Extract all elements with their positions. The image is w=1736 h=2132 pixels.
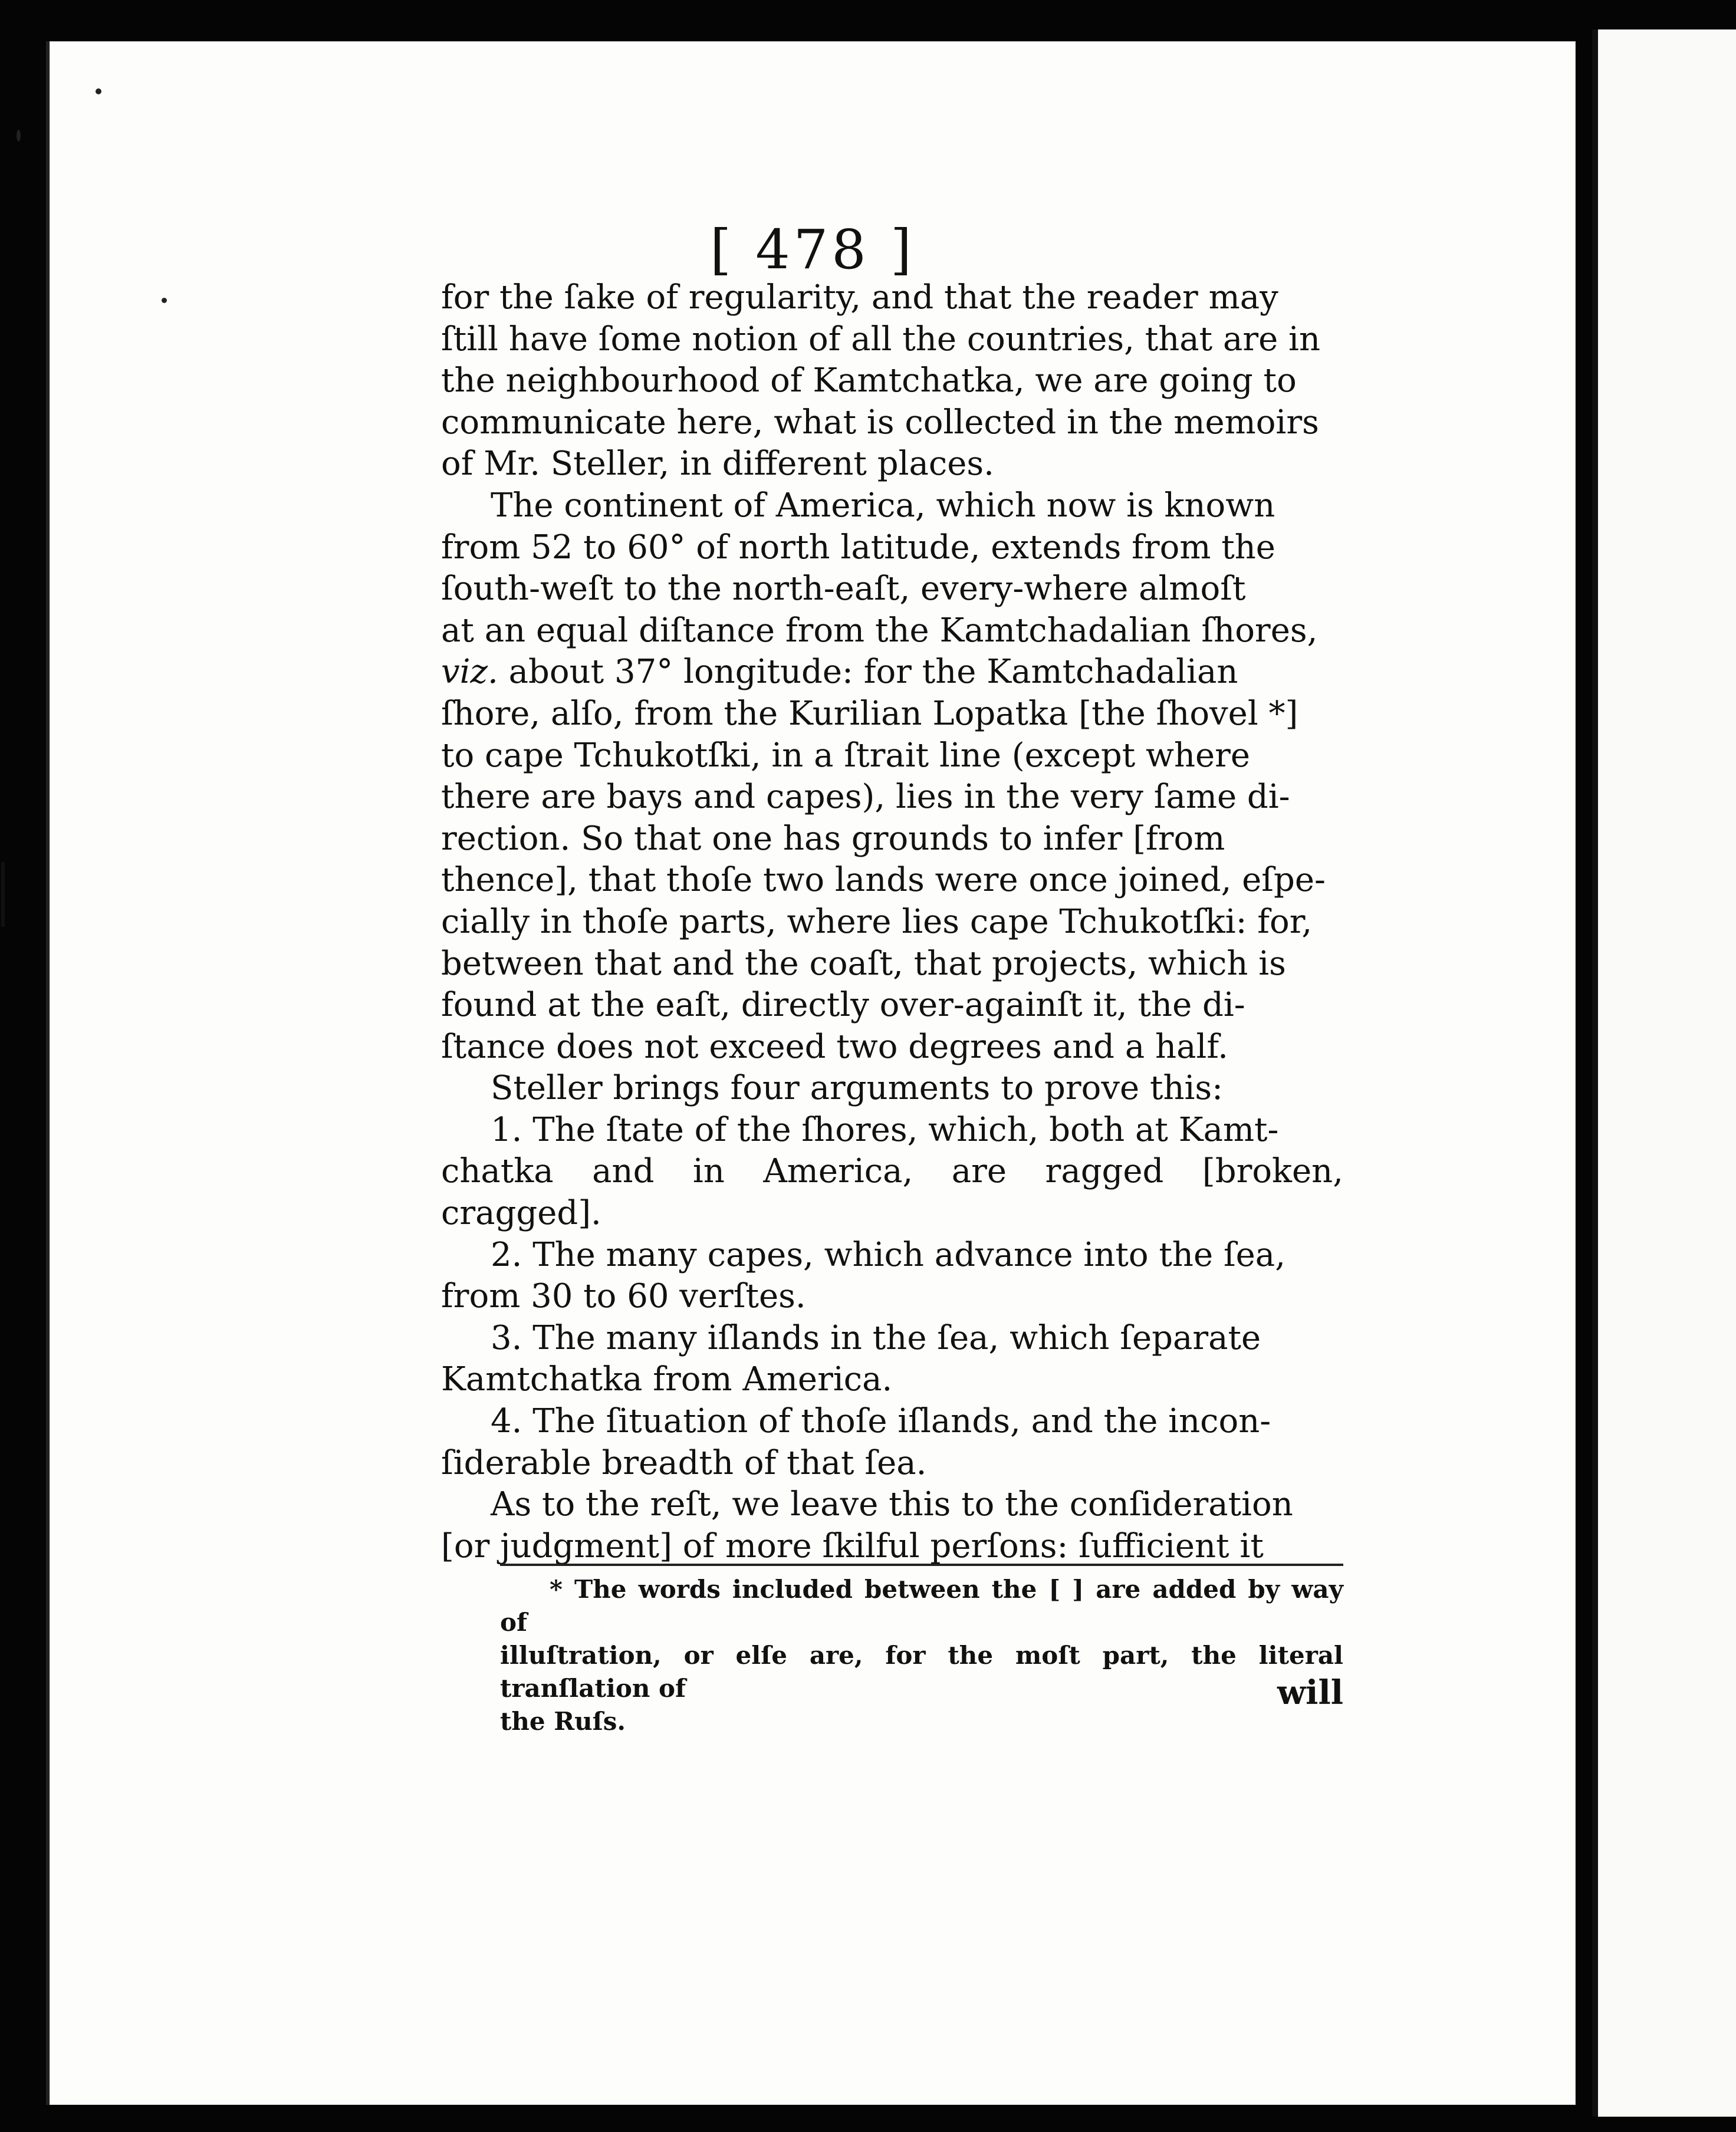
footnote-divider <box>500 1564 1343 1566</box>
text-line: to cape Tchukotſki, in a ſtrait line (except where <box>441 736 1251 775</box>
italic-viz: viz. <box>441 653 498 692</box>
text-line: ſouth-weſt to the north-eaſt, every-where almoſt <box>441 570 1246 608</box>
argument-line: chatka and in America, are ragged [broken, cragged]. <box>441 1152 1343 1233</box>
catchword: will <box>1277 1673 1343 1712</box>
text-line: there are bays and capes), lies in the very ſame di- <box>441 778 1290 817</box>
footnote-line: the Ruſs. <box>500 1707 626 1736</box>
text-line: rection. So that one has grounds to infer [from <box>441 819 1225 858</box>
main-text <box>441 277 1343 1567</box>
text-line: ſtance does not exceed two degrees and a half. <box>441 1027 1228 1066</box>
text-line: cially in thoſe parts, where lies cape Tchukotſki: for, <box>441 902 1313 941</box>
footnote-line: * The words included between the [ ] are added by way of <box>500 1575 1343 1637</box>
footnote <box>500 1573 1343 1738</box>
text-line: ſtill have ſome notion of all the countries, that are in <box>441 320 1321 358</box>
facing-page-edge <box>1592 29 1736 2117</box>
scan-speck <box>96 88 101 94</box>
text-line: As to the reſt, we leave this to the conſideration <box>491 1485 1293 1524</box>
scan-speck <box>162 298 167 303</box>
scan-speck <box>17 130 21 142</box>
text-line: ſhore, alſo, from the Kurilian Lopatka [the ſhovel *] <box>441 694 1298 733</box>
text-line: of Mr. Steller, in different places. <box>441 445 994 483</box>
argument-line: 3. The many iſlands in the ſea, which ſeparate <box>491 1318 1261 1357</box>
argument-line: 1. The ſtate of the ſhores, which, both at Kamt- <box>491 1110 1279 1149</box>
text-line <box>441 652 1343 693</box>
scan-edge-mark <box>1 862 5 927</box>
text-line: the neighbourhood of Kamtchatka, we are going to <box>441 361 1297 400</box>
text-line: thence], that thoſe two lands were once joined, eſpe- <box>441 861 1326 900</box>
argument-line: 4. The ſituation of thoſe iſlands, and the incon- <box>491 1402 1271 1441</box>
text-line: for the ſake of regularity, and that the reader may <box>441 278 1278 317</box>
text-line: [or judgment] of more ſkilful perſons: ſufficient it <box>441 1526 1264 1565</box>
argument-line: from 30 to 60 verſtes. <box>441 1277 806 1316</box>
argument-line: 2. The many capes, which advance into the ſea, <box>491 1235 1285 1274</box>
text-line: found at the eaſt, directly over-againſt it, the di- <box>441 986 1245 1025</box>
text-span: about 37° longitude: for the Kamtchadalian <box>498 653 1238 692</box>
text-line: at an equal diſtance from the Kamtchadalian ſhores, <box>441 611 1318 650</box>
page-number: [ 478 ] <box>710 218 915 281</box>
text-line: communicate here, what is collected in the memoirs <box>441 403 1319 442</box>
footnote-line: illuſtration, or elſe are, for the moſt part, the literal tranſlation of <box>500 1641 1343 1703</box>
text-line: Steller brings four arguments to prove this: <box>491 1069 1224 1108</box>
text-line: The continent of America, which now is known <box>491 486 1275 525</box>
argument-line: ſiderable breadth of that ſea. <box>441 1443 927 1482</box>
text-line: between that and the coaſt, that projects, which is <box>441 944 1286 983</box>
text-line: from 52 to 60° of north latitude, extends from the <box>441 528 1275 567</box>
argument-line: Kamtchatka from America. <box>441 1360 893 1399</box>
